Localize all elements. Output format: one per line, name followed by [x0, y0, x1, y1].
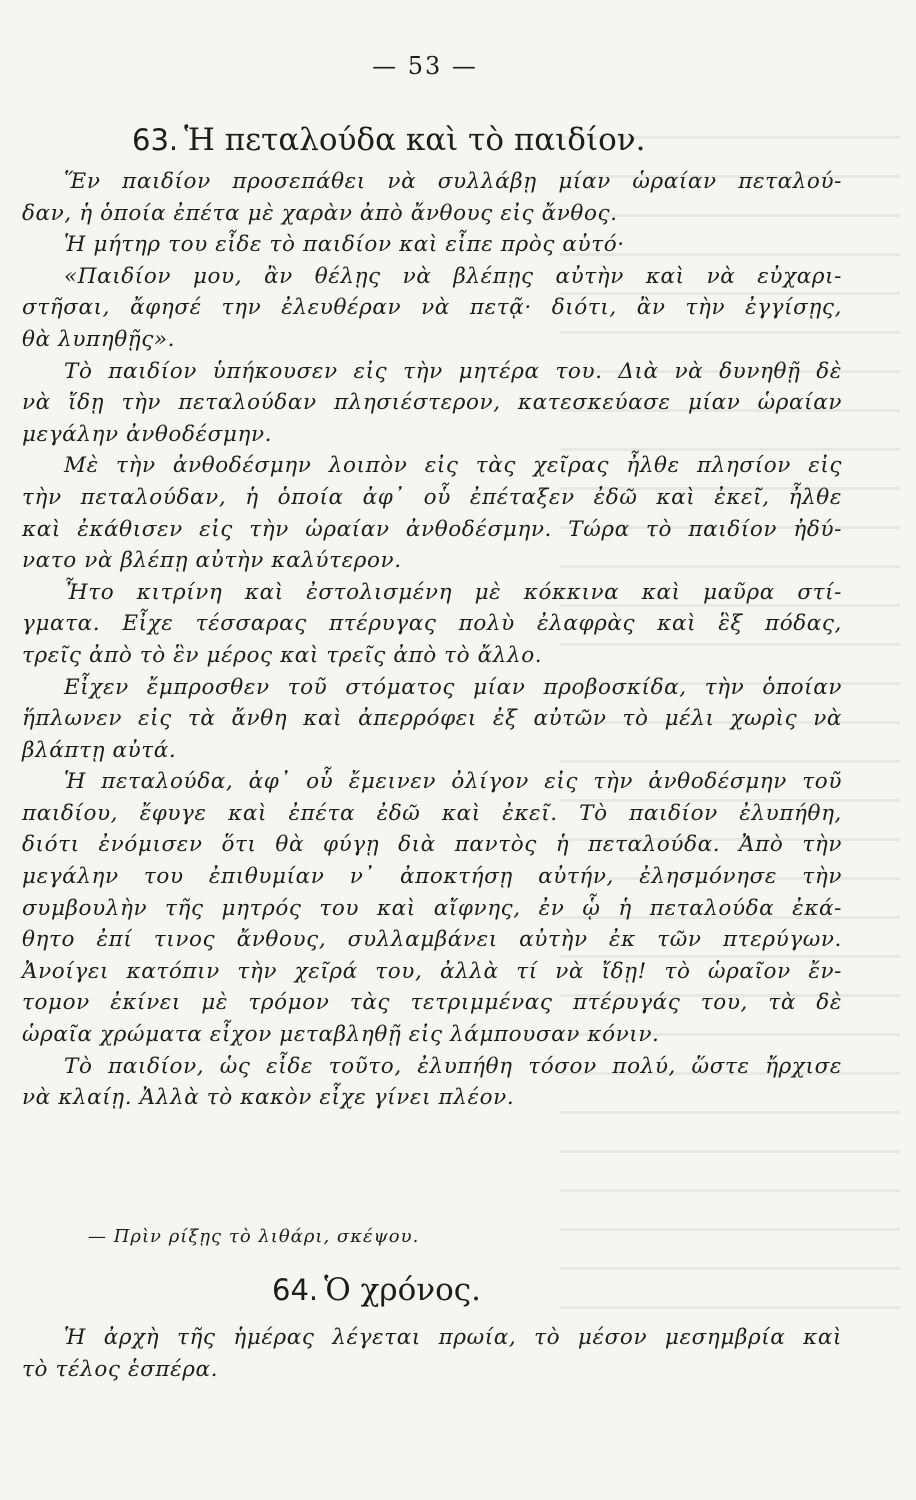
section-63-heading — [132, 122, 646, 158]
text-line: Μὲ τὴν ἀνθοδέσμην λοιπὸν εἰς τὰς χεῖρας ἦλθε πλησίον εἰς — [64, 453, 842, 479]
text-line: Ἡ μήτηρ του εἶδε τὸ παιδίον καὶ εἶπε πρὸς αὐτό· — [64, 232, 625, 258]
text-line: διότι ἐνόμισεν ὅτι θὰ φύγῃ διὰ παντὸς ἡ πεταλούδα. Ἀπὸ τὴν — [22, 832, 842, 858]
text-line: ἥπλωνεν εἰς τὰ ἄνθη καὶ ἀπερρόφει ἐξ αὐτῶν τὸ μέλι χωρὶς νὰ — [22, 706, 842, 732]
section-63-number: 63. — [132, 123, 179, 157]
text-line: νατο νὰ βλέπῃ αὐτὴν καλύτερον. — [22, 548, 402, 574]
text-line: τομον ἐκίνει μὲ τρόμον τὰς τετριμμένας πτέρυγάς του, τὰ δὲ — [22, 990, 842, 1016]
text-line: «Παιδίον μου, ἂν θέλῃς νὰ βλέπῃς αὐτὴν καὶ νὰ εὐχαρι- — [64, 263, 842, 289]
text-line: τὸ τέλος ἑσπέρα. — [22, 1356, 219, 1382]
text-line: στῆσαι, ἄφησέ την ἐλευθέραν νὰ πετᾷ· διότι, ἂν τὴν ἐγγίσῃς, — [22, 295, 842, 321]
text-line: Εἶχεν ἔμπροσθεν τοῦ στόματος μίαν προβοσκίδα, τὴν ὁποίαν — [64, 674, 842, 700]
section-63-body — [22, 166, 842, 1114]
text-line: γματα. Εἶχε τέσσαρας πτέρυγας πολὺ ἐλαφρὰς καὶ ἓξ πόδας, — [22, 611, 842, 637]
section-64-title: Ὁ χρόνος. — [324, 1272, 482, 1308]
text-line: Ἡ πεταλούδα, ἀφ᾽ οὗ ἔμεινεν ὀλίγον εἰς τὴν ἀνθοδέσμην τοῦ — [64, 769, 842, 795]
section-63-source: — Πρὶν ρίξῃς τὸ λιθάρι, σκέψου. — [88, 1226, 420, 1247]
text-line: Τὸ παιδίον ὑπήκουσεν εἰς τὴν μητέρα του. Διὰ νὰ δυνηθῇ δὲ — [64, 358, 842, 384]
text-line: Ἦτο κιτρίνη καὶ ἐστολισμένη μὲ κόκκινα καὶ μαῦρα στί- — [64, 579, 842, 605]
section-64-heading — [272, 1272, 481, 1308]
section-64-body — [22, 1322, 842, 1385]
text-line: τὴν πεταλούδαν, ἡ ὁποία ἀφ᾽ οὗ ἐπέταξεν ἐδῶ καὶ ἐκεῖ, ἦλθε — [22, 484, 842, 510]
text-line: θὰ λυπηθῇς». — [22, 326, 176, 352]
text-line: δαν, ἡ ὁποία ἐπέτα μὲ χαρὰν ἀπὸ ἄνθους εἰς ἄνθος. — [22, 200, 618, 226]
text-line: νὰ κλαίῃ. Ἀλλὰ τὸ κακὸν εἶχε γίνει πλέον. — [22, 1085, 515, 1111]
text-line: Ἡ ἀρχὴ τῆς ἡμέρας λέγεται πρωία, τὸ μέσον μεσημβρία καὶ — [64, 1325, 842, 1350]
text-line: καὶ ἐκάθισεν εἰς τὴν ὡραίαν ἀνθοδέσμην. Τώρα τὸ παιδίον ἠδύ- — [22, 516, 842, 542]
text-line: νὰ ἴδῃ τὴν πεταλούδαν πλησιέστερον, κατεσκεύασε μίαν ὡραίαν — [22, 390, 842, 416]
text-line: βλάπτῃ αὐτά. — [22, 737, 177, 763]
text-line: παιδίου, ἔφυγε καὶ ἐπέτα ἐδῶ καὶ ἐκεῖ. Τὸ παιδίον ἐλυπήθη, — [22, 800, 842, 826]
section-63-title: Ἡ πεταλούδα καὶ τὸ παιδίον. — [184, 122, 646, 158]
page-number: — 53 — — [372, 52, 478, 80]
text-line: ὡραῖα χρώματα εἶχον μεταβληθῇ εἰς λάμπουσαν κόνιν. — [22, 1022, 660, 1048]
text-line: Ἀνοίγει κατόπιν τὴν χεῖρά του, ἀλλὰ τί νὰ ἴδῃ! τὸ ὡραῖον ἔν- — [22, 958, 842, 984]
text-line: μεγάλην του ἐπιθυμίαν ν᾽ ἀποκτήσῃ αὐτήν, ἐλησμόνησε τὴν — [22, 864, 842, 890]
text-line: μεγάλην ἀνθοδέσμην. — [22, 421, 273, 447]
text-line: Ἕν παιδίον προσεπάθει νὰ συλλάβῃ μίαν ὡραίαν πεταλού- — [64, 169, 842, 194]
section-64-number: 64. — [272, 1273, 319, 1307]
text-line: τρεῖς ἀπὸ τὸ ἓν μέρος καὶ τρεῖς ἀπὸ τὸ ἄλλο. — [22, 642, 543, 668]
text-line: Τὸ παιδίον, ὡς εἶδε τοῦτο, ἐλυπήθη τόσον πολύ, ὥστε ἤρχισε — [64, 1053, 842, 1079]
text-line: θητο ἐπί τινος ἄνθους, συλλαμβάνει αὐτὴν ἐκ τῶν πτερύγων. — [22, 927, 842, 953]
text-line: συμβουλὴν τῆς μητρός του καὶ αἴφνης, ἐν ᾧ ἡ πεταλούδα ἐκά- — [22, 895, 842, 921]
